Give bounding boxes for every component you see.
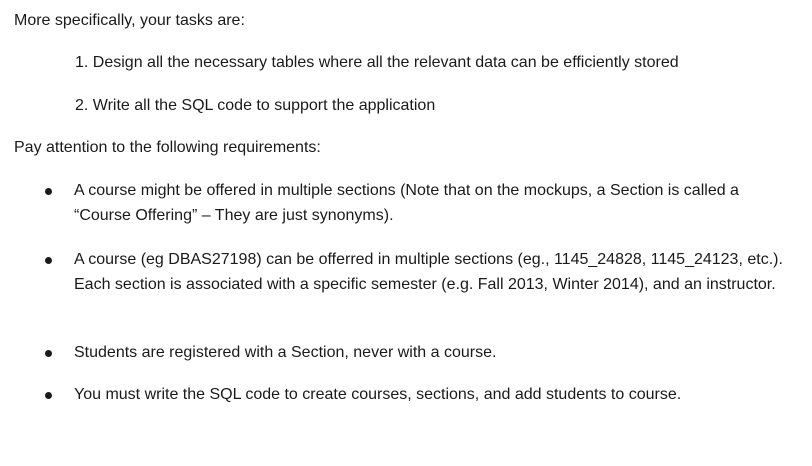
requirement-text: You must write the SQL code to create courses, sections, and add students to course. [74, 386, 682, 403]
task-item-1: 1. Design all the necessary tables where all the relevant data can be efficiently stored [75, 54, 679, 71]
intro-paragraph: More specifically, your tasks are: [14, 12, 245, 29]
bullet-icon [45, 257, 52, 264]
requirement-text: A course might be offered in multiple sections (Note that on the mockups, a Section is called a “Course Offering” – They are just synonyms). [74, 182, 739, 224]
bullet-icon [45, 392, 52, 399]
requirement-text: Students are registered with a Section, never with a course. [74, 344, 497, 361]
requirement-text: A course (eg DBAS27198) can be offerred in multiple sections (eg., 1145_24828, 1145_24123, etc.). Each section is associated with a specific semester (e.g. Fall 2013, Winter 2014), and an instructor. [74, 251, 783, 293]
bullet-icon [45, 188, 52, 195]
bullet-icon [45, 350, 52, 357]
task-item-2: 2. Write all the SQL code to support the application [75, 97, 436, 114]
requirements-heading: Pay attention to the following requirements: [14, 139, 321, 156]
